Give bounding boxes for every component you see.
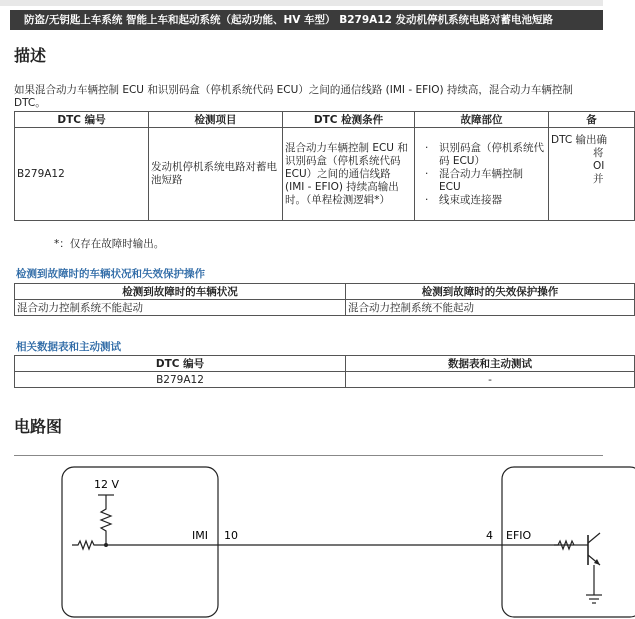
table-row — [15, 300, 635, 316]
data-list-table — [14, 355, 635, 388]
header-remark: 备 — [549, 112, 635, 128]
cell-dtc-code: B279A12 — [15, 128, 149, 221]
header-dtc-code: DTC 编号 — [15, 356, 346, 372]
header-detect-condition: DTC 检测条件 — [283, 112, 415, 128]
ecu-box-right — [502, 467, 635, 617]
description-text — [14, 84, 603, 110]
circuit-diagram — [14, 455, 603, 619]
remark-line: 将 — [593, 147, 604, 159]
fail-safe-heading: 检测到故障时的车辆状况和失效保护操作 — [16, 268, 205, 280]
top-strip — [0, 0, 603, 6]
footnote: *：仅存在故障时输出。 — [54, 238, 165, 250]
list-item: · 识别码盒（停机系统代码 ECU） — [439, 142, 546, 168]
cell-remark — [549, 128, 635, 221]
right-resistor — [554, 541, 574, 549]
header-data-list: 数据表和主动测试 — [346, 356, 635, 372]
input-resistor — [72, 541, 106, 549]
table-row — [15, 372, 635, 388]
fail-safe-table — [14, 283, 635, 316]
header-trouble-area: 故障部位 — [415, 112, 549, 128]
trouble-area-list — [417, 142, 546, 207]
header-detect-item: 检测项目 — [149, 112, 283, 128]
cell-fail-safe: 混合动力控制系统不能起动 — [346, 300, 635, 316]
left-pin-number: 10 — [224, 529, 238, 542]
cell-trouble-area — [415, 128, 549, 221]
cell-data-list: - — [346, 372, 635, 388]
right-pin-number: 4 — [486, 529, 493, 542]
description-line-2: DTC。 — [14, 97, 46, 109]
transistor-collector — [588, 533, 600, 543]
dtc-table — [14, 111, 635, 221]
left-pin-name: IMI — [192, 529, 208, 542]
right-pin-name: EFIO — [506, 529, 532, 542]
description-line-1: 如果混合动力车辆控制 ECU 和识别码盒（停机系统代码 ECU）之间的通信线路 (IMI - EFIO) 持续高，混合动力车辆控制 — [14, 84, 573, 96]
voltage-label: 12 V — [94, 478, 120, 491]
pullup-resistor — [101, 505, 111, 545]
table-row — [15, 128, 635, 221]
data-list-heading: 相关数据表和主动测试 — [16, 341, 121, 353]
section-heading-circuit: 电路图 — [14, 417, 63, 436]
table-header-row — [15, 356, 635, 372]
remark-line: 并 — [593, 173, 604, 185]
top-bar — [0, 0, 603, 30]
transistor-arrow — [594, 559, 600, 565]
table-header-row — [15, 112, 635, 128]
cell-detect-item: 发动机停机系统电路对蓄电池短路 — [149, 128, 283, 221]
remark-line: DTC 输出确 — [551, 134, 608, 146]
page-title-bar: 防盗/无钥匙上车系统 智能上车和起动系统（起动功能、HV 车型） B279A12 发动机停机系统电路对蓄电池短路 — [10, 10, 603, 30]
header-fail-safe: 检测到故障时的失效保护操作 — [346, 284, 635, 300]
header-dtc-code: DTC 编号 — [15, 112, 149, 128]
header-vehicle-condition: 检测到故障时的车辆状况 — [15, 284, 346, 300]
list-item: · 混合动力车辆控制 ECU — [439, 168, 546, 194]
section-heading-description: 描述 — [14, 46, 47, 65]
cell-vehicle-condition: 混合动力控制系统不能起动 — [15, 300, 346, 316]
table-header-row — [15, 284, 635, 300]
cell-dtc-code: B279A12 — [15, 372, 346, 388]
cell-detect-condition: 混合动力车辆控制 ECU 和识别码盒（停机系统代码 ECU）之间的通信线路 (IMI - EFIO) 持续高输出时。（单程检测逻辑*） — [283, 128, 415, 221]
list-item: · 线束或连接器 — [439, 194, 546, 207]
remark-line: OI — [593, 160, 605, 172]
